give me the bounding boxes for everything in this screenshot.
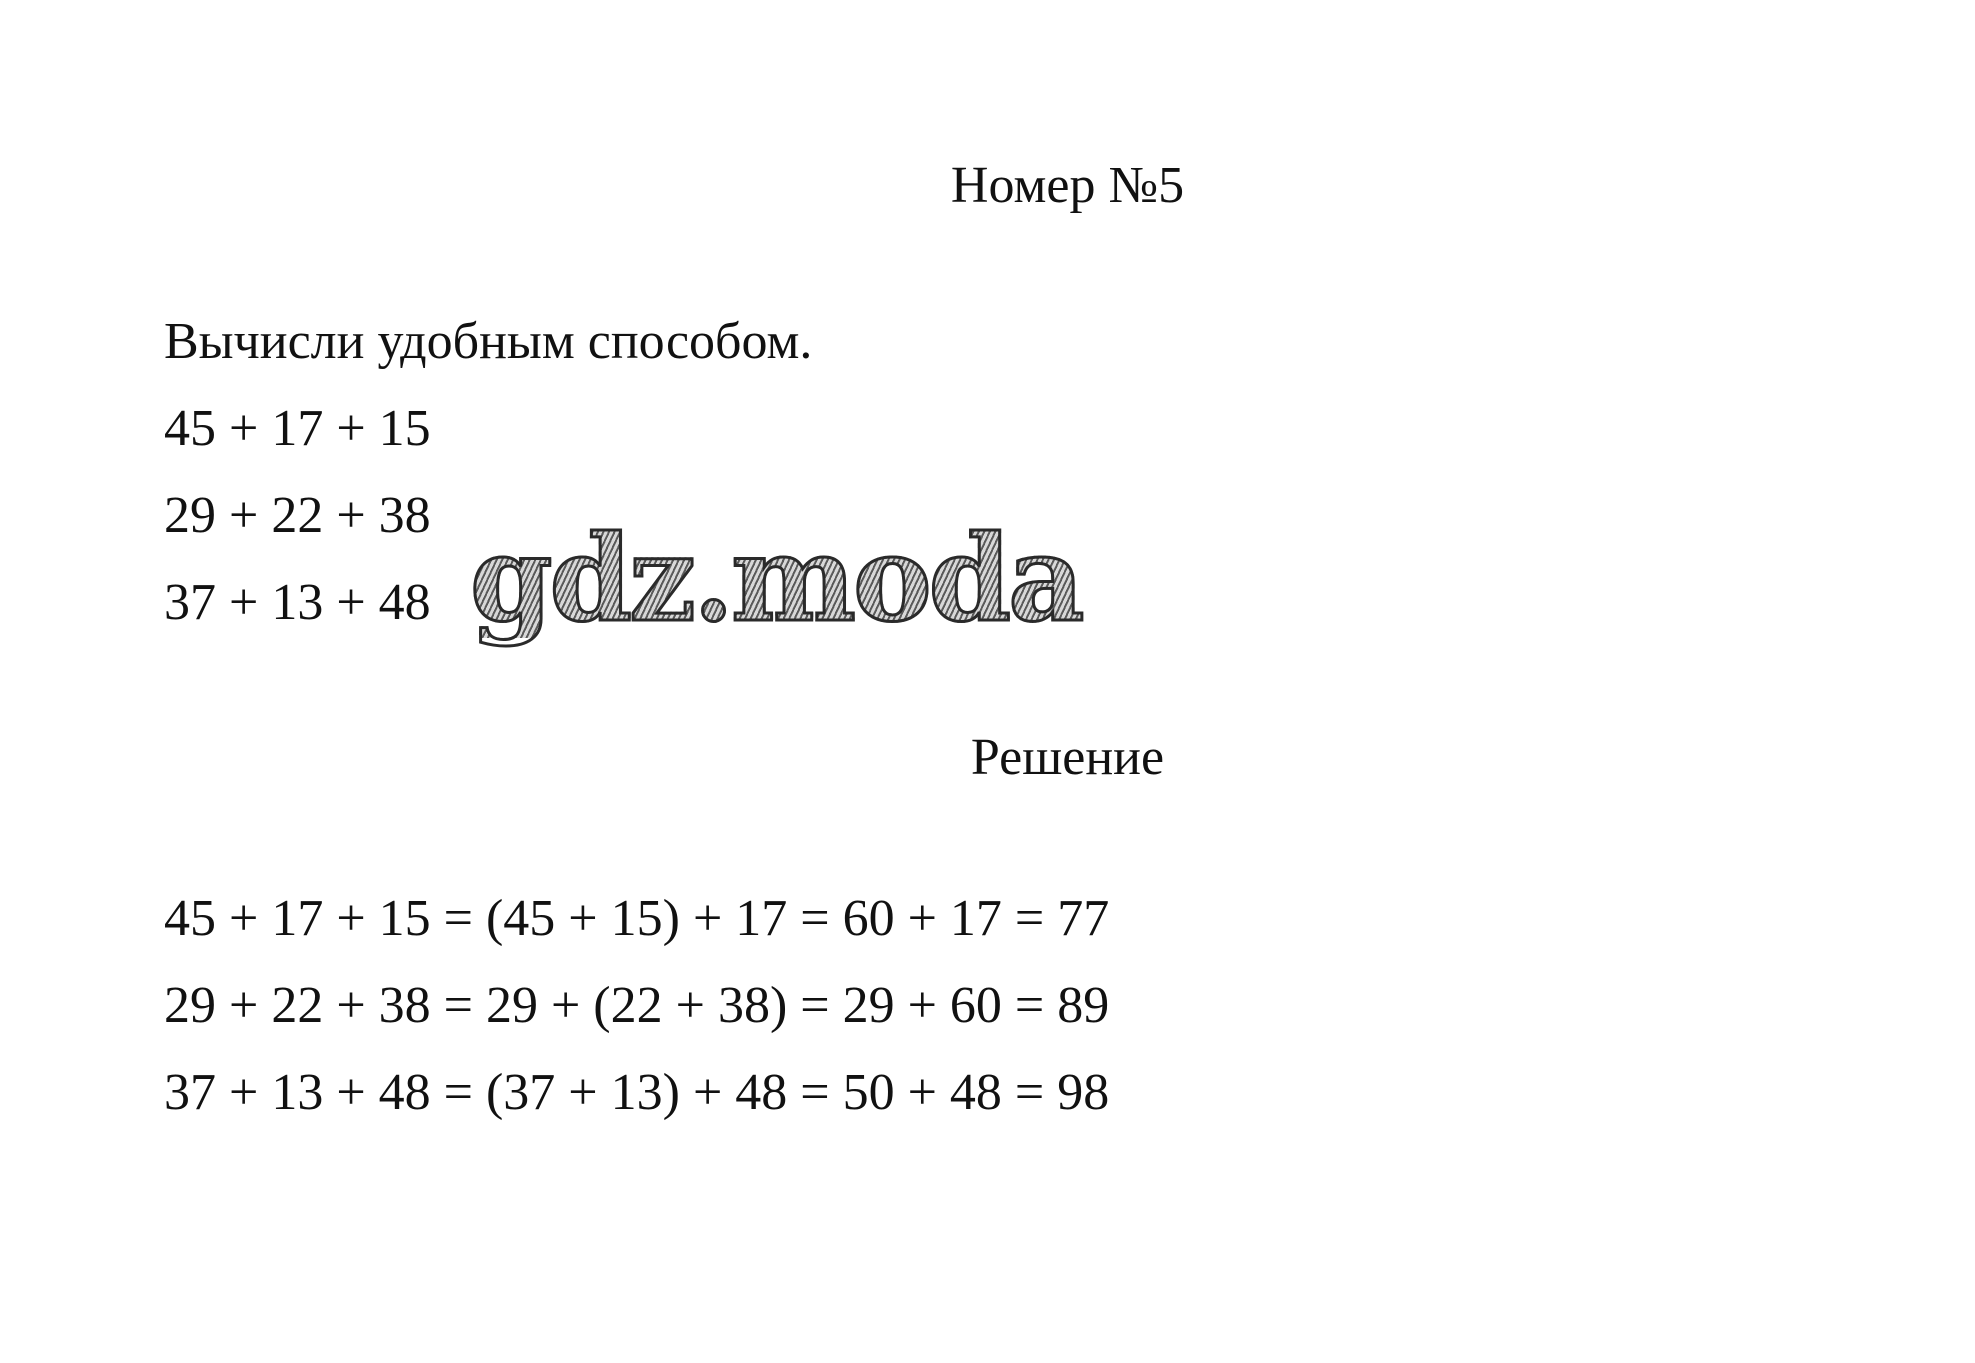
solution-line-3: 37 + 13 + 48 = (37 + 13) + 48 = 50 + 48 = 98	[164, 1064, 1110, 1121]
solution-title: Решение	[970, 729, 1165, 786]
exercise-expression-3: 37 + 13 + 48	[164, 574, 431, 631]
solution-line-1: 45 + 17 + 15 = (45 + 15) + 17 = 60 + 17 = 77	[164, 890, 1110, 947]
exercise-expression-1: 45 + 17 + 15	[164, 400, 431, 457]
solution-line-2: 29 + 22 + 38 = 29 + (22 + 38) = 29 + 60 = 89	[164, 977, 1110, 1034]
exercise-instruction: Вычисли удобным способом.	[164, 313, 813, 370]
exercise-title: Номер №5	[950, 157, 1185, 214]
exercise-expression-2: 29 + 22 + 38	[164, 487, 431, 544]
watermark-logo: gdz.moda	[470, 509, 1082, 648]
